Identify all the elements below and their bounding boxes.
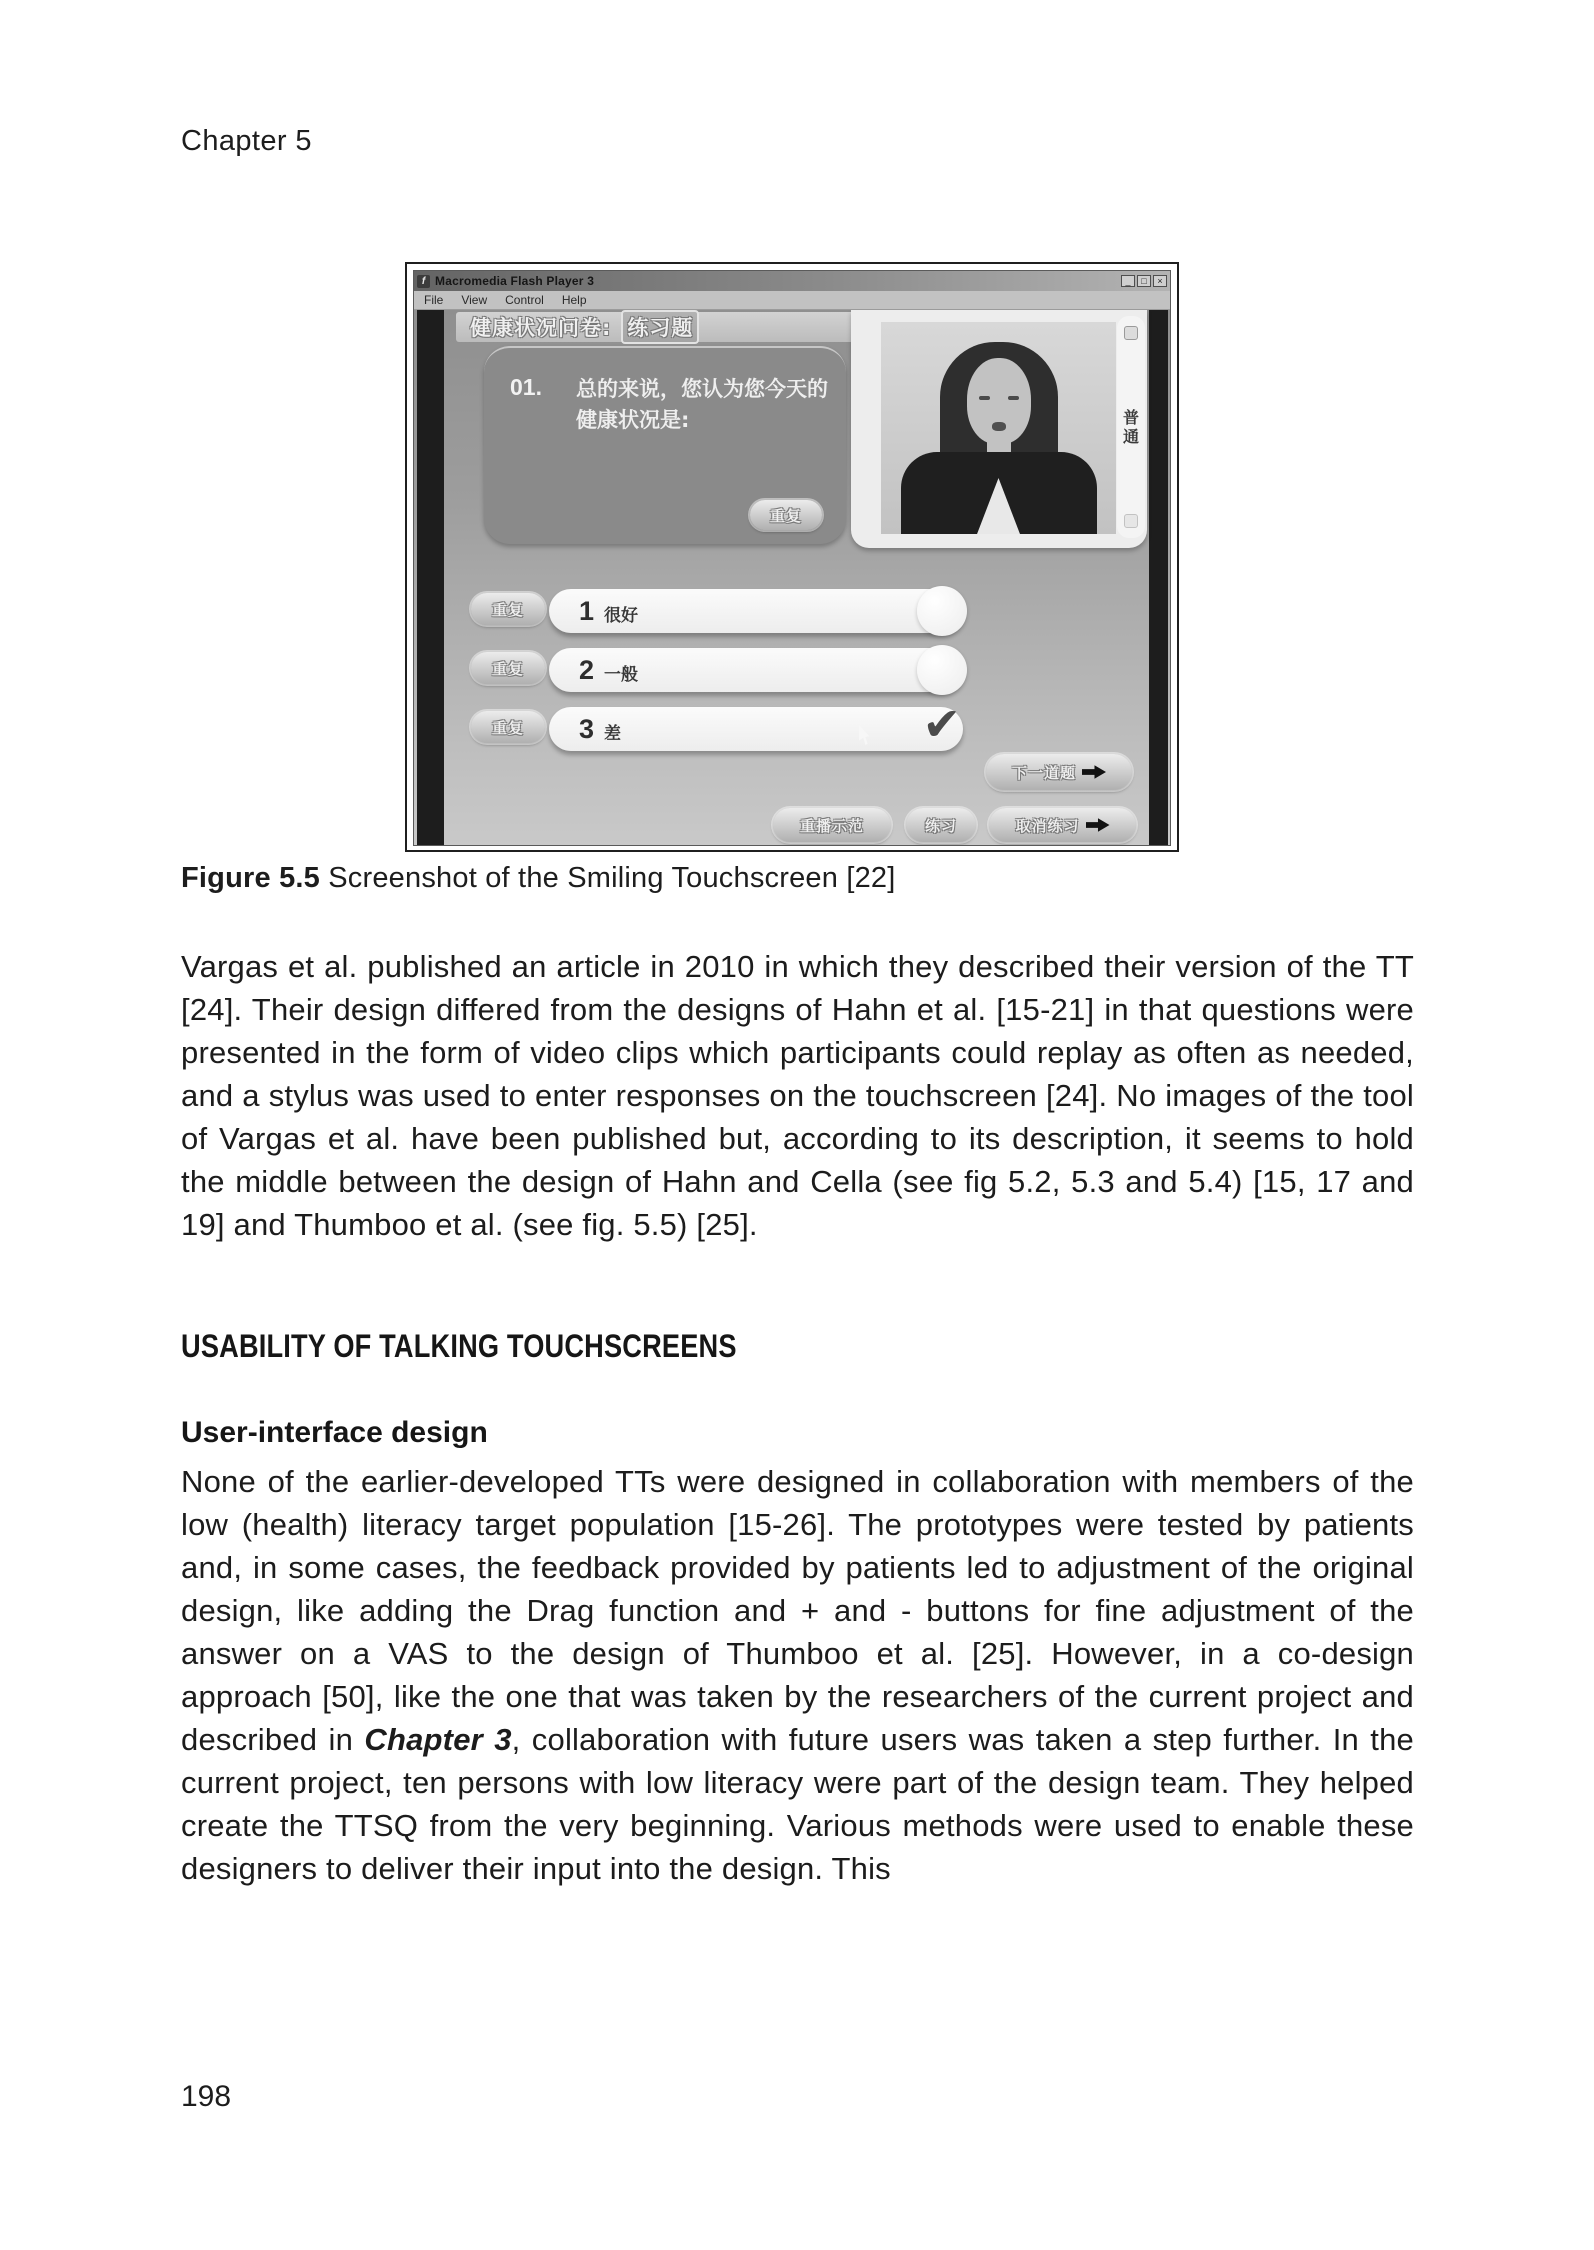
presenter-jacket — [901, 452, 1097, 534]
video-panel — [851, 310, 1147, 548]
flash-player-icon: f — [417, 275, 430, 288]
answer-1-number: 1 — [579, 595, 595, 626]
answer-option-2 — [549, 648, 963, 692]
answer-3-label: 差 — [604, 723, 622, 744]
question-panel — [484, 346, 846, 544]
replay-demo-button: 重播示范 — [773, 808, 891, 842]
practice-button: 练习 — [906, 808, 976, 842]
answer-option-3 — [549, 697, 963, 751]
repeat-answer-3-button: 重复 — [471, 711, 545, 743]
chapter-header: Chapter 5 — [181, 125, 312, 157]
section-heading: USABILITY OF TALKING TOUCHSCREENS — [181, 1328, 737, 1364]
subsection-heading: User-interface design — [181, 1416, 488, 1449]
arrow-right-icon — [1086, 817, 1110, 833]
figure-caption — [181, 862, 1421, 895]
figure-caption-text: Screenshot of the Smiling Touchscreen [22] — [320, 862, 896, 894]
close-icon: × — [1153, 275, 1167, 287]
presenter-video — [881, 322, 1116, 534]
flash-player-window — [413, 270, 1171, 846]
question-line-2: 健康状况是: — [576, 408, 690, 432]
answer-row-1 — [414, 589, 1170, 637]
questionnaire-title: 健康状况问卷: — [470, 316, 612, 340]
next-question-button: 下一道题 — [986, 754, 1132, 790]
cancel-practice-button: 取消练习 — [989, 808, 1136, 842]
answer-3-number: 3 — [579, 713, 595, 744]
speaker-icon — [1124, 326, 1138, 340]
stage-letterbox-right — [1149, 310, 1168, 845]
figure-image — [405, 262, 1179, 852]
menu-control: Control — [505, 293, 544, 307]
question-number: 01. — [510, 374, 542, 400]
page-number: 198 — [181, 2080, 232, 2113]
body-paragraph-2: None of the earlier-developed TTs were designed in collaboration with members of the low (health) literacy target population [15-26]. The prototypes were tested by patients and, in some cases, the feedback provided by patients led to adjustment of the original design, like adding the Drag function and + and - buttons for fine adjustment of the answer on a VAS to the design of Thumboo et al. [25]. However, in a co-design approach [50], like the one that was taken by the researchers of the current project and described in Chapter 3, collaboration with future users was taken a step further. In the current project, ten persons with low literacy were part of the design team. They helped create the TTSQ from the very beginning. Various methods were used to enable these designers to deliver their input into the design. This — [181, 1464, 1414, 1886]
body-paragraph-1: Vargas et al. published an article in 2010 in which they described their version of the TT [24]. Their design differed from the designs of Hahn et al. [15-21] in that questions were presented in the form of video clips which participants could replay as often as needed, and a stylus was used to enter responses on the touchscreen [24]. No images of the tool of Vargas et al. have been published but, according to its description, it seems to hold the middle between the design of Hahn and Cella (see fig 5.2, 5.3 and 5.4) [15, 17 and 19] and Thumboo et al. (see fig. 5.5) [25]. — [181, 949, 1414, 1242]
sidebar-bottom-icon — [1124, 514, 1138, 528]
repeat-question-button: 重复 — [750, 500, 822, 530]
figure-caption-label: Figure 5.5 — [181, 862, 320, 894]
menu-file: File — [424, 293, 444, 307]
video-sidebar — [1117, 316, 1145, 538]
flash-stage — [414, 310, 1170, 845]
arrow-right-icon — [1082, 764, 1106, 780]
answer-option-1 — [549, 589, 963, 633]
answer-1-label: 很好 — [604, 605, 639, 626]
minimize-icon: _ — [1121, 275, 1135, 287]
repeat-answer-2-button: 重复 — [471, 652, 545, 684]
answer-2-label: 一般 — [604, 664, 639, 685]
window-menubar — [414, 291, 1170, 310]
menu-help: Help — [561, 293, 587, 307]
practice-mode-badge: 练习题 — [621, 310, 699, 344]
question-text — [576, 374, 832, 436]
presenter-face — [967, 358, 1031, 444]
menu-view: View — [461, 293, 488, 307]
question-line-1: 总的来说，您认为您今天的 — [576, 377, 828, 401]
window-title: Macromedia Flash Player 3 — [435, 274, 595, 288]
window-titlebar — [414, 271, 1170, 291]
answer-row-3 — [414, 697, 1170, 755]
checkmark-icon: ✔ — [922, 697, 961, 751]
video-sidebar-label: 普通 — [1122, 408, 1139, 446]
maximize-icon: □ — [1137, 275, 1151, 287]
answer-1-circle — [917, 586, 967, 636]
answer-2-circle — [917, 645, 967, 695]
repeat-answer-1-button: 重复 — [471, 593, 545, 625]
chapter-3-reference: Chapter 3 — [364, 1722, 512, 1757]
answer-2-number: 2 — [579, 654, 595, 685]
window-controls — [1121, 275, 1167, 287]
stage-letterbox-left — [417, 310, 444, 845]
answer-row-2 — [414, 648, 1170, 696]
